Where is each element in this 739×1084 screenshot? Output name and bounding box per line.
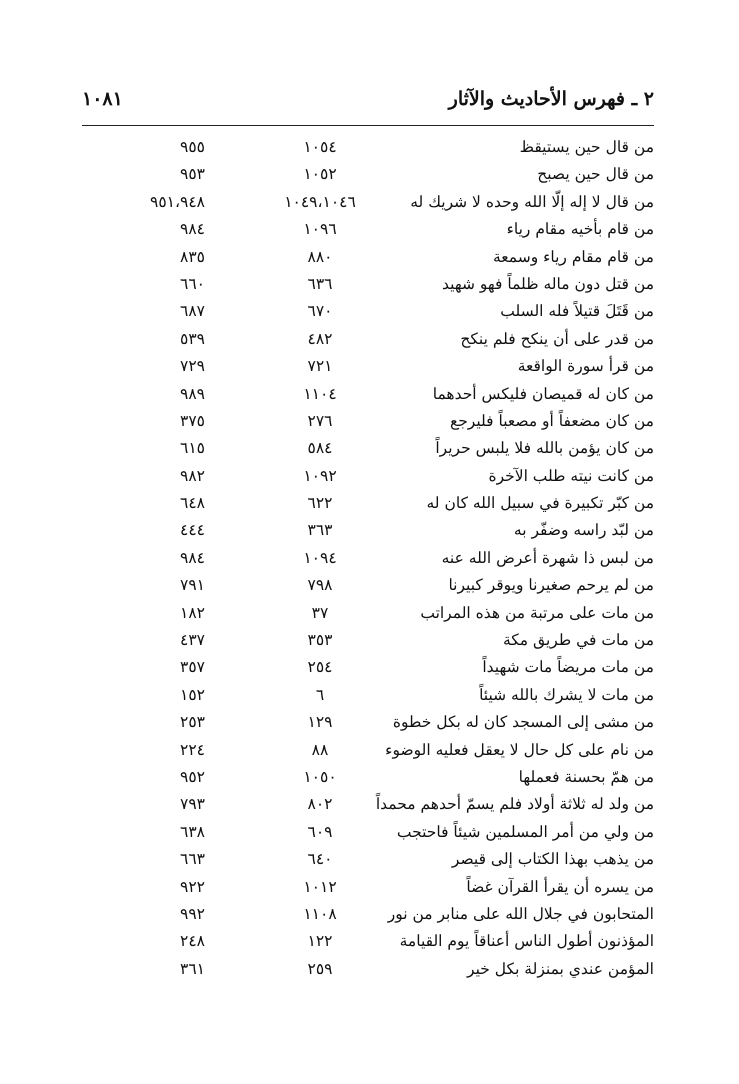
entry-page-number: ٦٦٠ <box>180 274 205 293</box>
entry-text: من مات في طريق مكة <box>502 631 654 650</box>
entry-reference-number: ٤٨٢ <box>307 329 333 348</box>
entry-text: من قرأ سورة الواقعة <box>517 357 654 376</box>
entry-reference-number: ١١٠٤ <box>303 384 337 403</box>
entry-page-number: ٧٩١ <box>180 576 205 595</box>
entry-page-number: ٦٤٨ <box>180 494 205 513</box>
entry-page-number: ٢٤٨ <box>180 932 205 951</box>
entry-page-number: ٣٦١ <box>180 959 205 978</box>
entry-page-number: ٨٣٥ <box>180 247 205 266</box>
index-entry-row <box>60 408 654 435</box>
entry-reference-number: ١٠١٢ <box>303 877 337 896</box>
entry-text: من قام مقام رياء وسمعة <box>492 247 654 266</box>
index-entry-row <box>60 435 654 462</box>
index-entry-row <box>60 517 654 544</box>
entry-text: من قال حين يستيقظ <box>519 138 654 156</box>
index-entry-row <box>60 298 654 325</box>
index-entry-row <box>60 134 654 161</box>
page-header <box>82 84 654 118</box>
entry-text: من همّ بحسنة فعملها <box>518 767 654 786</box>
entry-reference-number: ١١٠٨ <box>303 904 337 923</box>
index-entry-row <box>60 682 654 709</box>
index-entry-row <box>60 463 654 490</box>
entry-text: المتحابون في جلال الله على منابر من نور <box>387 904 654 923</box>
entry-reference-number: ٦٤٠ <box>307 850 333 869</box>
entry-page-number: ٩٢٢ <box>180 877 205 896</box>
entry-page-number: ٩٩٢ <box>180 904 205 923</box>
entry-text: من لبس ذا شهرة أعرض الله عنه <box>441 548 654 567</box>
entry-page-number: ٢٥٣ <box>180 713 205 732</box>
index-entry-row <box>60 572 654 599</box>
entry-page-number: ٦٦٣ <box>180 850 205 869</box>
entry-reference-number: ٢٥٩ <box>307 959 333 978</box>
entry-text: من يذهب بهذا الكتاب إلى قيصر <box>451 850 654 869</box>
entry-reference-number: ١٠٩٢ <box>303 466 337 485</box>
index-entry-row <box>60 189 654 216</box>
entry-reference-number: ١٢٩ <box>307 713 333 732</box>
entry-text: من قتل دون ماله ظلماً فهو شهيد <box>442 274 654 293</box>
entry-page-number: ٢٢٤ <box>180 740 205 759</box>
entry-text: المؤمن عندي بمنزلة بكل خير <box>467 959 654 978</box>
index-entry-row <box>60 654 654 681</box>
entry-reference-number: ١٠٩٤ <box>303 548 337 567</box>
entry-page-number: ٧٢٩ <box>180 357 205 376</box>
index-entry-row <box>60 737 654 764</box>
entry-reference-number: ٧٢١ <box>307 357 333 376</box>
index-entry-row <box>60 627 654 654</box>
entry-page-number: ٩٨٤ <box>180 548 205 567</box>
page-number: ١٠٨١ <box>82 88 123 110</box>
entry-page-number: ٤٤٤ <box>180 521 205 540</box>
entry-reference-number: ٦٠٩ <box>307 822 333 841</box>
index-entry-row <box>60 956 654 983</box>
entry-text: من ولي من أمر المسلمين شيئاً فاحتجب <box>396 822 654 841</box>
entry-text: من ولد له ثلاثة أولاد فلم يسمّ أحدهم محمداً <box>375 795 654 814</box>
entry-reference-number: ١٢٢ <box>307 932 333 951</box>
index-entry-row <box>60 244 654 271</box>
entry-reference-number: ١٠٥٤ <box>303 138 337 156</box>
index-entry-row <box>60 846 654 873</box>
entry-page-number: ٧٩٣ <box>180 795 205 814</box>
entry-reference-number: ٨٠٢ <box>307 795 333 814</box>
entry-text: من مات مريضاً مات شهيداً <box>482 658 654 677</box>
index-entry-row <box>60 874 654 901</box>
index-entry-row <box>60 819 654 846</box>
entry-page-number: ٩٥٣ <box>180 165 205 184</box>
entry-page-number: ٩٥١،٩٤٨ <box>150 192 205 211</box>
index-entry-row <box>60 791 654 818</box>
index-entry-row <box>60 381 654 408</box>
index-entry-row <box>60 545 654 572</box>
index-entry-row <box>60 928 654 955</box>
header-divider <box>82 125 654 126</box>
index-entry-row <box>60 271 654 298</box>
entry-reference-number: ٦ <box>315 685 325 704</box>
entry-page-number: ١٥٢ <box>180 685 205 704</box>
entry-reference-number: ٦٧٠ <box>307 302 333 321</box>
entry-text: من مات لا يشرك بالله شيئاً <box>479 685 654 704</box>
entry-page-number: ٥٣٩ <box>180 329 205 348</box>
entry-reference-number: ٣٧ <box>311 603 329 622</box>
entry-reference-number: ٧٩٨ <box>307 576 333 595</box>
entry-text: من مشى إلى المسجد كان له بكل خطوة <box>392 713 654 732</box>
entry-reference-number: ٦٣٦ <box>307 274 333 293</box>
entry-text: من كان مضعفاً أو مصعباً فليرجع <box>449 411 654 430</box>
entry-text: من قام بأخيه مقام رياء <box>506 220 654 239</box>
index-entry-row <box>60 901 654 928</box>
entry-page-number: ٩٨٩ <box>180 384 205 403</box>
entry-reference-number: ٥٨٤ <box>307 439 333 458</box>
entry-text: من قال لا إله إلّا الله وحده لا شريك له <box>410 192 654 211</box>
entry-reference-number: ٢٥٤ <box>307 658 333 677</box>
entry-text: من لبّد راسه وضفّر به <box>513 521 654 540</box>
entry-text: المؤذنون أطول الناس أعناقاً يوم القيامة <box>399 932 654 951</box>
entry-text: من لم يرحم صغيرنا ويوقر كبيرنا <box>448 576 654 595</box>
entry-page-number: ٩٥٥ <box>180 138 205 156</box>
entry-page-number: ٦٣٨ <box>180 822 205 841</box>
index-entry-row <box>60 709 654 736</box>
index-entry-row <box>60 600 654 627</box>
entry-page-number: ٣٧٥ <box>180 411 205 430</box>
entry-reference-number: ٨٨٠ <box>307 247 333 266</box>
entry-text: من قدر على أن ينكح فلم ينكح <box>460 329 654 348</box>
entry-reference-number: ٣٦٣ <box>307 521 333 540</box>
entry-page-number: ٤٣٧ <box>180 631 205 650</box>
entry-text: من كان يؤمن بالله فلا يلبس حريراً <box>435 439 654 458</box>
entry-page-number: ٩٥٢ <box>180 767 205 786</box>
page-title: ٢ ـ فهرس الأحاديث والآثار <box>448 88 654 110</box>
entry-text: من مات على مرتبة من هذه المراتب <box>420 603 654 622</box>
entry-reference-number: ٢٧٦ <box>307 411 333 430</box>
entry-page-number: ٦١٥ <box>180 439 205 458</box>
entry-reference-number: ١٠٩٦ <box>303 220 337 239</box>
entry-page-number: ٩٨٤ <box>180 220 205 239</box>
index-entry-row <box>60 216 654 243</box>
entry-text: من كبّر تكبيرة في سبيل الله كان له <box>426 494 654 513</box>
entry-reference-number: ٣٥٣ <box>307 631 333 650</box>
entry-page-number: ٦٨٧ <box>180 302 205 321</box>
entry-text: من كانت نيته طلب الآخرة <box>488 466 654 485</box>
index-entry-row <box>60 326 654 353</box>
entry-page-number: ١٨٢ <box>180 603 205 622</box>
entry-reference-number: ٨٨ <box>311 740 329 759</box>
entry-page-number: ٩٨٢ <box>180 466 205 485</box>
entry-text: من قال حين يصبح <box>537 165 654 184</box>
entry-page-number: ٣٥٧ <box>180 658 205 677</box>
entry-text: من كان له قميصان فليكس أحدهما <box>432 384 654 403</box>
entry-reference-number: ٦٢٢ <box>307 494 333 513</box>
index-entries-list <box>60 134 654 983</box>
entry-reference-number: ١٠٥٢ <box>303 165 337 184</box>
entry-text: من نام على كل حال لا يعقل فعليه الوضوء <box>385 740 654 759</box>
index-entry-row <box>60 161 654 188</box>
index-entry-row <box>60 764 654 791</box>
entry-text: من يسره أن يقرأ القرآن غضاً <box>466 877 654 896</box>
index-entry-row <box>60 490 654 517</box>
entry-reference-number: ١٠٤٩،١٠٤٦ <box>284 192 356 211</box>
entry-text: من قَتَلَ قتيلاً فله السلب <box>500 302 654 321</box>
entry-reference-number: ١٠٥٠ <box>303 767 337 786</box>
index-entry-row <box>60 353 654 380</box>
